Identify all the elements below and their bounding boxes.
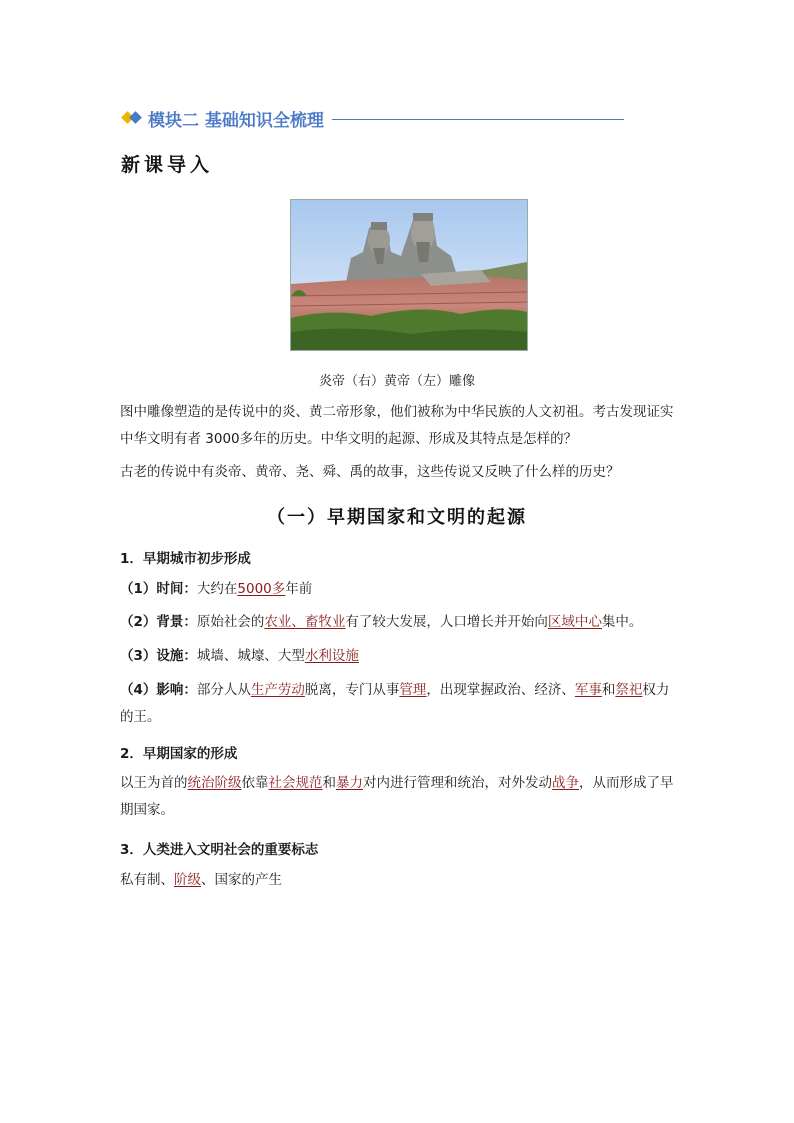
answer-blank: 区域中心	[547, 614, 602, 630]
answer-blank: 生产劳动	[250, 682, 305, 698]
answer-blank: 管理	[399, 682, 427, 698]
lesson-title: 新课导入	[121, 154, 214, 176]
answer-blank: 水利设施	[304, 648, 359, 664]
civilization-marks: 私有制、阶级、国家的产生	[120, 872, 282, 888]
item-time: （1）时间：大约在5000多年前	[120, 581, 313, 597]
answer-blank: 统治阶级	[187, 775, 242, 791]
item-background: （2）背景：原始社会的农业、畜牧业有了较大发展，人口增长并开始向区域中心集中。	[120, 614, 643, 630]
answer-blank: 5000多	[237, 581, 286, 597]
double-diamond-icon	[122, 109, 144, 127]
answer-blank: 战争	[552, 775, 579, 791]
intro-paragraph-1: 图中雕像塑造的是传说中的炎、黄二帝形象，他们被称为中华民族的人文初祖。考古发现证实中华文明有者 3000多年的历史。中华文明的起源、形成及其特点是怎样的？	[120, 404, 674, 447]
answer-blank: 农业、畜牧业	[264, 614, 346, 630]
module-title: 模块二 基础知识全梳理	[148, 110, 324, 131]
figure-caption: 炎帝（右）黄帝（左）雕像	[318, 374, 475, 389]
header-rule	[332, 119, 624, 120]
item-impact: （4）影响：部分人从生产劳动脱离，专门从事管理，出现掌握政治、经济、军事和祭祀权力的王。	[120, 682, 670, 725]
answer-blank: 阶级	[174, 872, 201, 888]
heading-early-cities: 1．早期城市初步形成	[120, 551, 251, 567]
heading-early-state: 2．早期国家的形成	[120, 746, 238, 762]
item-facility: （3）设施：城墙、城壕、大型水利设施	[120, 648, 359, 664]
statue-photo	[290, 199, 528, 351]
intro-paragraph-2: 古老的传说中有炎帝、黄帝、尧、舜、禹的故事，这些传说又反映了什么样的历史？	[120, 464, 620, 480]
answer-blank: 暴力	[336, 775, 363, 791]
heading-civilization-marks: 3．人类进入文明社会的重要标志	[120, 842, 319, 858]
answer-blank: 军事	[574, 682, 602, 698]
answer-blank: 祭祀	[615, 682, 643, 698]
module-header	[122, 106, 624, 130]
state-paragraph: 以王为首的统治阶级依靠社会规范和暴力对内进行管理和统治，对外发动战争，从而形成了早期国家。	[120, 775, 674, 818]
section-title: （一）早期国家和文明的起源	[267, 507, 527, 528]
answer-blank: 社会规范	[268, 775, 323, 791]
